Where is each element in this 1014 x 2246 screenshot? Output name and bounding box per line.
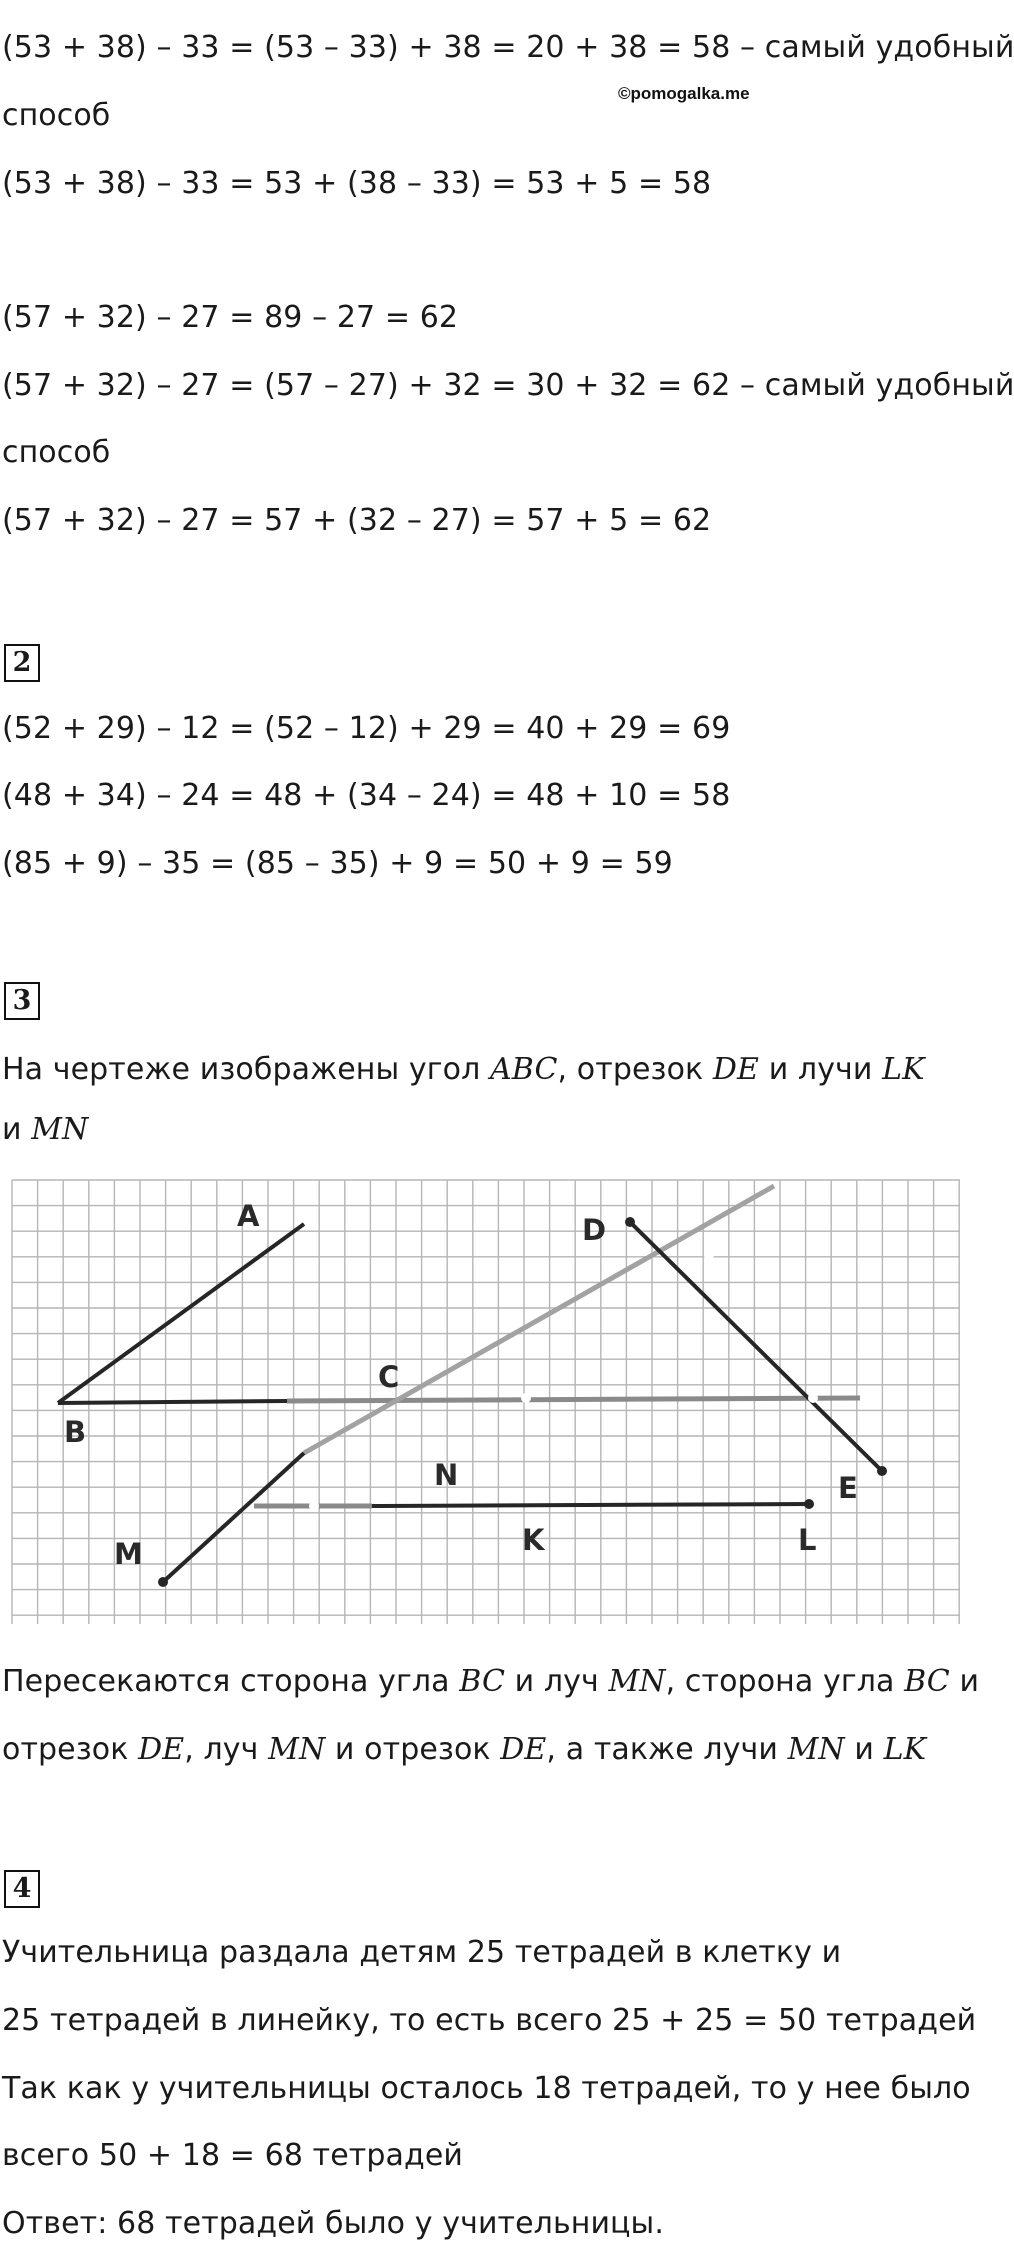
ray-lk-label: LK <box>882 1052 925 1087</box>
task3-answer-line-2 <box>2 1730 926 1770</box>
answer-text-a: Пересекаются сторона угла <box>2 1664 460 1699</box>
point-label-b: B <box>64 1415 87 1449</box>
answer-text-b: и луч <box>505 1664 609 1699</box>
task4-line-1: Учительница раздала детям 25 тетрадей в клетку и <box>2 1935 842 1970</box>
intro-text-d: и <box>2 1112 32 1147</box>
intro-text-b: , отрезок <box>557 1052 713 1087</box>
segment-de-label: DE <box>712 1052 760 1087</box>
ray-mn-segment <box>163 1453 304 1582</box>
lk-label-1: LK <box>883 1732 927 1767</box>
task1-line-3: (53 + 38) – 33 = 53 + (38 – 33) = 53 + 5 = 58 <box>2 166 712 201</box>
answer-text-c: , сторона угла <box>665 1664 905 1699</box>
point-m-dot <box>158 1577 168 1587</box>
angle-abc-label: ABC <box>490 1052 558 1087</box>
watermark: ©pomogalka.me <box>618 84 750 103</box>
bc-label-1: BC <box>459 1664 506 1699</box>
angle-side-bc <box>58 1401 287 1403</box>
point-label-c: C <box>378 1360 400 1394</box>
intro-text-a: На чертеже изображены угол <box>2 1052 490 1087</box>
point-label-k: K <box>522 1523 545 1557</box>
point-label-a: A <box>237 1199 260 1233</box>
ray-lk-segment <box>372 1504 809 1506</box>
de-label-2: DE <box>500 1732 547 1767</box>
task1-line-4: (57 + 32) – 27 = 89 – 27 = 62 <box>2 300 459 335</box>
task3-intro-line-1 <box>2 1050 925 1090</box>
answer-text-i: и <box>844 1732 884 1767</box>
intro-text-c: и лучи <box>759 1052 883 1087</box>
task4-line-5: Ответ: 68 тетрадей было у учительницы. <box>2 2206 664 2241</box>
mn-label-1: MN <box>608 1664 666 1699</box>
task4-line-2: 25 тетрадей в линейку, то есть всего 25 + 25 = 50 тетрадей <box>2 2003 977 2038</box>
task-number-3: 3 <box>4 982 40 1020</box>
crossing-gap-2 <box>704 1250 714 1260</box>
task1-line-2: способ <box>2 98 111 133</box>
angle-side-ba <box>58 1224 304 1403</box>
task-number-4: 4 <box>4 1870 40 1908</box>
task2-line-1: (52 + 29) – 12 = (52 – 12) + 29 = 40 + 29 = 69 <box>2 711 731 746</box>
mn-label-3: MN <box>787 1732 845 1767</box>
crossing-gap-3 <box>808 1393 818 1403</box>
segment-de <box>630 1222 882 1471</box>
task1-line-7: (57 + 32) – 27 = 57 + (32 – 27) = 57 + 5 = 62 <box>2 503 712 538</box>
point-label-e: E <box>838 1471 858 1505</box>
task2-line-3: (85 + 9) – 35 = (85 – 35) + 9 = 50 + 9 = 59 <box>2 846 673 881</box>
task2-line-2: (48 + 34) – 24 = 48 + (34 – 24) = 48 + 10 = 58 <box>2 778 731 813</box>
point-d-dot <box>625 1217 635 1227</box>
mn-label-2: MN <box>268 1732 326 1767</box>
task1-line-1: (53 + 38) – 33 = (53 – 33) + 38 = 20 + 38 = 58 – самый удобный <box>2 30 1014 65</box>
task4-line-4: всего 50 + 18 = 68 тетрадей <box>2 2138 463 2173</box>
answer-text-e: отрезок <box>2 1732 139 1767</box>
point-label-l: L <box>798 1523 817 1557</box>
task-number-2: 2 <box>4 644 40 682</box>
bc-label-2: BC <box>904 1664 950 1699</box>
answer-text-g: и отрезок <box>325 1732 501 1767</box>
point-l-dot <box>804 1499 814 1509</box>
crossing-gap-4 <box>309 1501 319 1511</box>
ray-bc-extension <box>287 1398 860 1401</box>
answer-text-h: , а также лучи <box>546 1732 788 1767</box>
answer-text-f: , луч <box>184 1732 269 1767</box>
point-label-d: D <box>582 1213 607 1247</box>
geometry-figure <box>12 1180 960 1624</box>
crossing-gap-1 <box>521 1393 531 1403</box>
task4-line-3: Так как у учительницы осталось 18 тетрадей, то у нее было <box>2 2071 971 2106</box>
point-label-m: M <box>114 1537 143 1571</box>
task1-line-5: (57 + 32) – 27 = (57 – 27) + 32 = 30 + 32 = 62 – самый удобный <box>2 368 1014 403</box>
point-label-n: N <box>434 1458 459 1492</box>
task3-intro-line-2 <box>2 1110 88 1150</box>
ray-mn-label: MN <box>31 1112 89 1147</box>
de-label-1: DE <box>138 1732 185 1767</box>
answer-text-d: и <box>949 1664 980 1699</box>
task3-answer-line-1 <box>2 1662 979 1702</box>
task1-line-6: способ <box>2 435 111 470</box>
point-e-dot <box>877 1466 887 1476</box>
